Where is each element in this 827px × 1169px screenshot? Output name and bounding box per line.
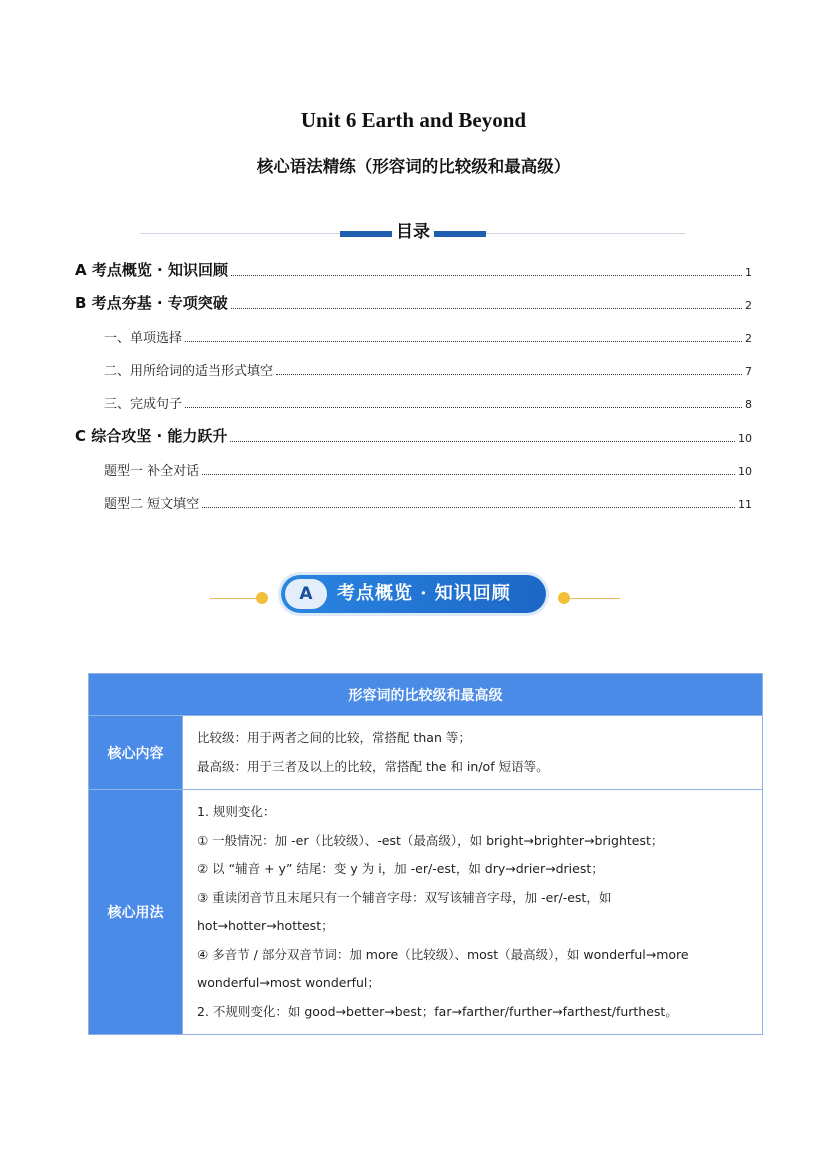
toc-page-number: 2 <box>745 332 752 345</box>
toc-leader <box>231 307 742 309</box>
toc-entry-c2[interactable] <box>104 492 752 512</box>
toc-entry-c[interactable] <box>75 426 752 446</box>
toc-bar-left <box>340 231 392 237</box>
toc-page-number: 11 <box>738 498 752 511</box>
grammar-table <box>88 673 763 1035</box>
toc-bar-right <box>434 231 486 237</box>
toc-leader <box>185 406 742 408</box>
document-subtitle: 核心语法精练（形容词的比较级和最高级） <box>256 157 571 176</box>
content-line: 1. 规则变化： <box>197 804 276 819</box>
toc-entry-b1[interactable] <box>104 326 752 346</box>
content-line: wonderful→most wonderful； <box>197 975 380 990</box>
table-header: 形容词的比较级和最高级 <box>89 674 763 716</box>
content-line: ② 以 “辅音 + y” 结尾：变 y 为 i，加 -er/-est，如 dry→drier→driest； <box>197 861 604 876</box>
content-line: 最高级：用于三者及以上的比较，常搭配 the 和 in/of 短语等。 <box>197 758 549 774</box>
banner-line-left <box>210 598 262 599</box>
banner-letter: A <box>285 579 327 609</box>
content-line: 比较级：用于两者之间的比较，常搭配 than 等； <box>197 730 471 745</box>
toc-page-number: 10 <box>738 465 752 478</box>
toc-entry-b[interactable] <box>75 293 752 313</box>
table-row-core-content <box>89 716 763 790</box>
content-line: ① 一般情况：加 -er（比较级）、-est（最高级），如 bright→brighter→brightest； <box>197 832 664 848</box>
toc-entry-text: 题型二 短文填空 <box>104 497 200 512</box>
section-a-banner <box>200 572 620 618</box>
toc-leader <box>202 506 735 508</box>
toc-entry-c1[interactable] <box>104 459 752 479</box>
toc-entry-text: C 综合攻坚 · 能力跃升 <box>75 427 228 445</box>
toc-leader <box>231 274 742 276</box>
toc-entry-text: 三、完成句子 <box>104 397 183 412</box>
toc-page-number: 7 <box>745 365 752 378</box>
toc-page-number: 2 <box>745 299 752 312</box>
toc-heading <box>140 220 685 248</box>
toc-leader <box>202 473 735 475</box>
toc-leader <box>276 373 742 375</box>
content-line: ④ 多音节 / 部分双音节词：加 more（比较级）、most（最高级），如 wonderful→more <box>197 946 689 962</box>
row-content <box>183 716 763 790</box>
table-row-core-usage <box>89 790 763 1035</box>
toc-entry-text: 题型一 补全对话 <box>104 464 200 479</box>
row-label: 核心用法 <box>89 790 183 1035</box>
table-header-row <box>89 674 763 716</box>
toc-label: 目录 <box>392 220 434 244</box>
toc-entry-b3[interactable] <box>104 392 752 412</box>
toc-entry-text: B 考点夯基 · 专项突破 <box>75 294 228 312</box>
toc-leader <box>185 340 742 342</box>
content-line: hot→hotter→hottest； <box>197 918 334 933</box>
banner-line-right <box>568 598 620 599</box>
banner-title: 考点概览 · 知识回顾 <box>337 583 511 604</box>
banner-pill <box>281 575 546 613</box>
toc-page-number: 8 <box>745 398 752 411</box>
toc-entry-text: 二、用所给词的适当形式填空 <box>104 364 274 379</box>
toc-page-number: 10 <box>738 432 752 445</box>
document-title: Unit 6 Earth and Beyond <box>300 108 527 132</box>
toc-page-number: 1 <box>745 266 752 279</box>
row-content <box>183 790 763 1035</box>
toc-leader <box>230 440 735 442</box>
content-line: 2. 不规则变化：如 good→better→best；far→farther/further→farthest/furthest。 <box>197 1003 678 1019</box>
toc-entry-a[interactable] <box>75 260 752 280</box>
toc-entry-b2[interactable] <box>104 359 752 379</box>
row-label: 核心内容 <box>89 716 183 790</box>
toc-entry-text: 一、单项选择 <box>104 331 183 346</box>
banner-dot-left <box>256 592 268 604</box>
content-line: ③ 重读闭音节且末尾只有一个辅音字母：双写该辅音字母，加 -er/-est，如 <box>197 889 612 905</box>
toc-entry-text: A 考点概览 · 知识回顾 <box>75 261 228 279</box>
